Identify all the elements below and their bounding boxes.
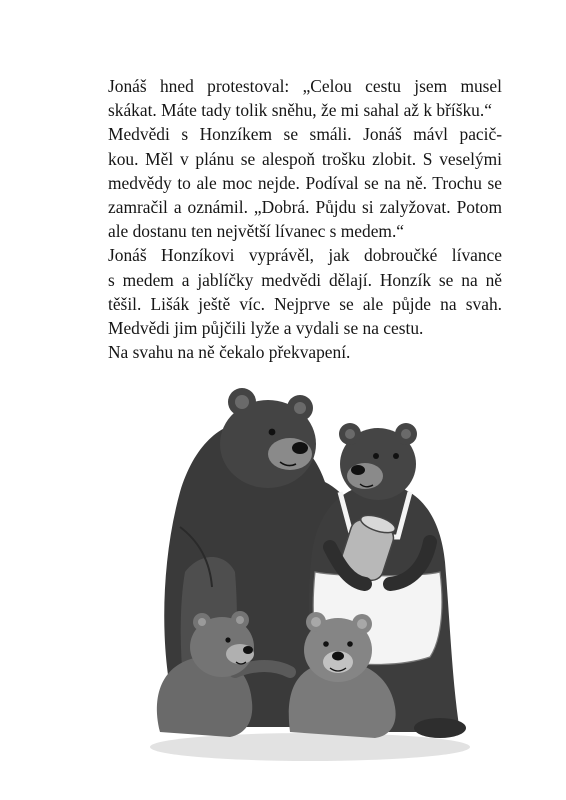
text-line: Medvědi jim půjčili lyže a vydali se na cestu. [108,318,424,339]
text-line: těšil. Lišák ještě víc. Nejprve se ale půjde na svah. [108,293,502,314]
text-line: medvědy to ale moc nejde. Podíval se na ně. Trochu se [108,172,502,193]
paragraph [86,74,502,122]
text-line: Jonáš Honzíkovi vyprávěl, jak dobroučké lívance [108,245,502,266]
text-line: kou. Měl v plánu se alespoň trošku zlobit. S veselými [108,148,502,169]
paragraph [86,122,502,243]
text-line: ale dostanu ten největší lívanec s medem.“ [108,221,405,242]
text-line: Medvědi s Honzíkem se smáli. Jonáš mávl pacič- [108,124,502,145]
ground-shadow [150,733,470,761]
paragraph [86,243,502,340]
text-line: Jonáš hned protestoval: „Celou cestu jsem musel [108,76,502,96]
text-line: skákat. Máte tady tolik sněhu, že mi sahal až k bříšku.“ [108,100,492,121]
paragraph [86,340,502,364]
text-line: Na svahu na ně čekalo překvapení. [108,342,351,363]
story-text [86,74,502,364]
text-line: s medem a jablíčky medvědi dělají. Honzík se na ně [108,269,502,290]
text-line: zamračil a oznámil. „Dobrá. Půjdu si zalyžovat. Potom [108,197,502,218]
bear-family-illustration [140,372,480,772]
